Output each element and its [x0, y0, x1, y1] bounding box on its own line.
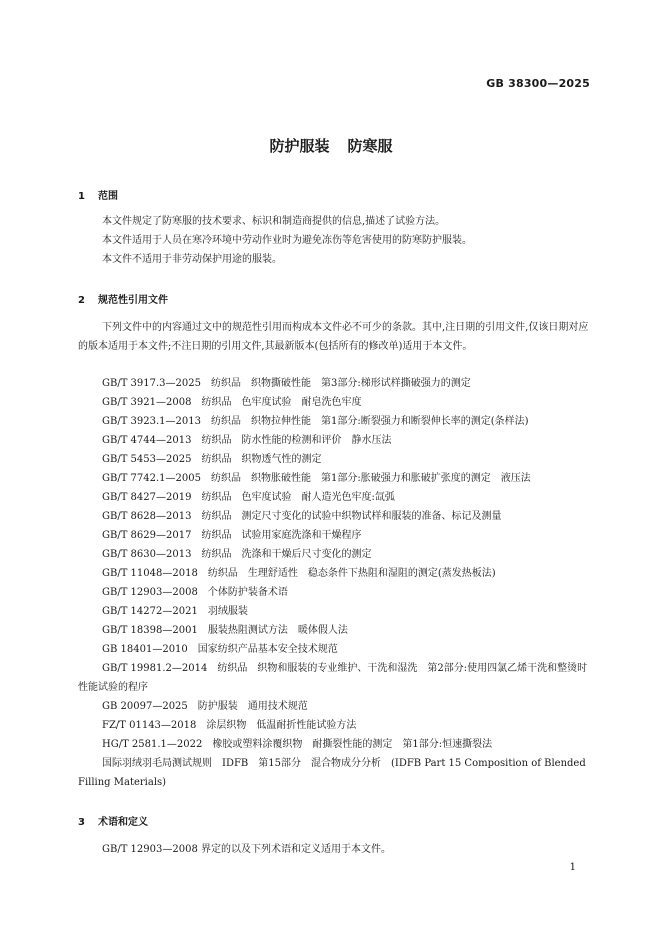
- reference-item: [78, 545, 592, 564]
- reference-id: GB/T 18398—2001: [102, 625, 198, 636]
- reference-title: 涂层织物 低温耐折性能试验方法: [206, 720, 357, 731]
- reference-id: GB/T 7742.1—2005: [102, 473, 201, 484]
- reference-title: 纺织品 试验用家庭洗涤和干燥程序: [201, 530, 362, 541]
- reference-id: GB/T 8427—2019: [102, 492, 192, 503]
- section-1-heading: [78, 187, 118, 202]
- reference-item: [78, 564, 592, 583]
- section-number: 1: [78, 191, 85, 202]
- reference-title: 个体防护装备术语: [207, 587, 288, 598]
- section-number: 3: [78, 817, 85, 828]
- reference-id: GB/T 3923.1—2013: [102, 416, 201, 427]
- reference-item: [78, 431, 592, 450]
- reference-id: GB/T 3921—2008: [102, 397, 192, 408]
- reference-list: [78, 374, 592, 792]
- reference-id: 国际羽绒羽毛局测试规则: [102, 758, 212, 769]
- reference-item: [78, 374, 592, 393]
- reference-title: 纺织品 织物透气性的测定: [201, 454, 322, 465]
- section-number: 2: [78, 295, 85, 306]
- reference-id: GB/T 5453—2025: [102, 454, 192, 465]
- reference-title: 羽绒服装: [207, 606, 248, 617]
- reference-item: [78, 469, 592, 488]
- section-2-heading: [78, 291, 168, 306]
- reference-id: GB/T 8628—2013: [102, 511, 192, 522]
- section-title: 范围: [98, 191, 118, 202]
- paragraph: 下列文件中的内容通过文中的规范性引用而构成本文件必不可少的条款。其中,注日期的引用文件,仅该日期对应的版本适用于本文件;不注日期的引用文件,其最新版本(包括所有的修改单)适用于本文件。: [78, 322, 589, 352]
- reference-title: 防护服装 通用技术规范: [197, 701, 308, 712]
- section-3-heading: [78, 813, 148, 828]
- reference-id: FZ/T 01143—2018: [102, 720, 197, 731]
- reference-title: 纺织品 色牢度试验 耐人造光色牢度:氙弧: [201, 492, 395, 503]
- reference-item: [78, 526, 592, 545]
- reference-item: [78, 621, 592, 640]
- reference-title: 服装热阻测试方法 暖体假人法: [207, 625, 348, 636]
- reference-item: [78, 659, 592, 697]
- reference-title: 橡胶或塑料涂覆织物 耐撕裂性能的测定 第1部分:恒速撕裂法: [212, 739, 493, 750]
- reference-title: 国家纺织产品基本安全技术规范: [197, 644, 338, 655]
- reference-item: [78, 697, 592, 716]
- paragraph: GB/T 12903—2008 界定的以及下列术语和定义适用于本文件。: [102, 844, 391, 855]
- reference-title: 纺织品 测定尺寸变化的试验中织物试样和服装的准备、标记及测量: [201, 511, 502, 522]
- reference-id: GB/T 19981.2—2014: [102, 663, 208, 674]
- reference-title: 纺织品 织物和服装的专业维护、干洗和湿洗 第2部分:使用四氯乙烯干洗和整烫时性能试验的程序: [78, 663, 588, 693]
- document-title: [0, 135, 662, 156]
- reference-id: HG/T 2581.1—2022: [102, 739, 203, 750]
- reference-title: 纺织品 防水性能的检测和评价 静水压法: [201, 435, 392, 446]
- standard-number: GB 38300—2025: [486, 77, 590, 90]
- reference-item: [78, 583, 592, 602]
- reference-title: 纺织品 织物拉伸性能 第1部分:断裂强力和断裂伸长率的测定(条样法): [211, 416, 529, 427]
- reference-item: [78, 640, 592, 659]
- reference-item: [78, 393, 592, 412]
- reference-id: GB/T 8629—2017: [102, 530, 192, 541]
- reference-id: GB 18401—2010: [102, 644, 188, 655]
- reference-title: IDFB 第15部分 混合物成分分析 (IDFB Part 15 Composition of Blended Filling Materials): [78, 758, 586, 788]
- reference-id: GB/T 14272—2021: [102, 606, 198, 617]
- reference-title: 纺织品 洗涤和干燥后尺寸变化的测定: [201, 549, 372, 560]
- reference-id: GB/T 8630—2013: [102, 549, 192, 560]
- reference-id: GB/T 11048—2018: [102, 568, 198, 579]
- paragraph: 本文件适用于人员在寒冷环境中劳动作业时为避免冻伤等危害使用的防寒防护服装。: [102, 235, 472, 246]
- reference-title: 纺织品 色牢度试验 耐皂洗色牢度: [201, 397, 362, 408]
- reference-title: 纺织品 生理舒适性 稳态条件下热阻和湿阻的测定(蒸发热板法): [207, 568, 496, 579]
- page-number: 1: [569, 862, 576, 873]
- reference-item: [78, 735, 592, 754]
- reference-title: 纺织品 织物撕破性能 第3部分:梯形试样撕破强力的测定: [211, 378, 471, 389]
- title-part1: 防护服装: [269, 137, 330, 155]
- reference-item: [78, 507, 592, 526]
- section-title: 术语和定义: [98, 817, 148, 828]
- reference-id: GB/T 3917.3—2025: [102, 378, 201, 389]
- section-1-body: [78, 212, 592, 269]
- reference-id: GB/T 12903—2008: [102, 587, 198, 598]
- reference-item: [78, 450, 592, 469]
- reference-id: GB/T 4744—2013: [102, 435, 192, 446]
- reference-item: [78, 754, 592, 792]
- section-2-intro: [78, 318, 592, 356]
- reference-item: [78, 488, 592, 507]
- section-title: 规范性引用文件: [98, 295, 168, 306]
- paragraph: 本文件规定了防寒服的技术要求、标识和制造商提供的信息,描述了试验方法。: [102, 216, 446, 227]
- paragraph: 本文件不适用于非劳动保护用途的服装。: [102, 254, 282, 265]
- reference-item: [78, 412, 592, 431]
- reference-id: GB 20097—2025: [102, 701, 188, 712]
- section-3-intro: [78, 840, 592, 859]
- reference-item: [78, 716, 592, 735]
- title-part2: 防寒服: [347, 137, 393, 155]
- reference-item: [78, 602, 592, 621]
- reference-title: 纺织品 织物胀破性能 第1部分:胀破强力和胀破扩张度的测定 液压法: [211, 473, 531, 484]
